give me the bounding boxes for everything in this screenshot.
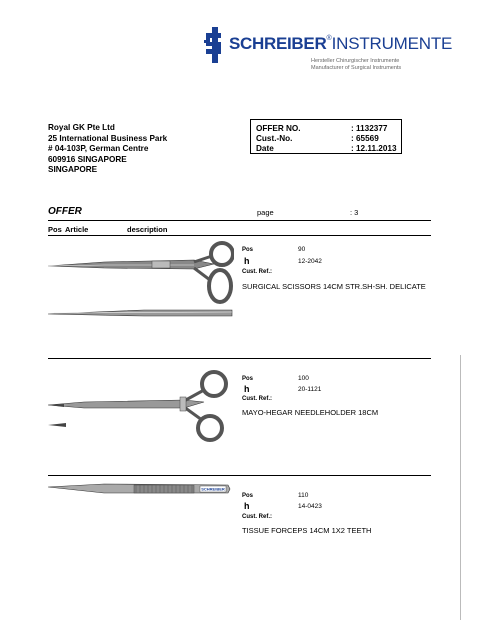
offer-info-box bbox=[250, 119, 402, 154]
column-header-pos: Pos bbox=[48, 225, 62, 234]
pos-number: 110 bbox=[298, 492, 309, 499]
article-number: 20-1121 bbox=[298, 386, 322, 393]
pos-number: 90 bbox=[298, 246, 306, 253]
offer-number-value: : 1132377 bbox=[351, 124, 388, 133]
scissors-image bbox=[44, 238, 234, 328]
item-description: SURGICAL SCISSORS 14CM STR.SH-SH. DELICATE bbox=[242, 282, 426, 291]
divider bbox=[48, 235, 431, 236]
pos-label: Pos bbox=[242, 493, 254, 499]
page-number: : 3 bbox=[350, 208, 359, 217]
registered-mark: ® bbox=[326, 35, 332, 42]
pos-label: Pos bbox=[242, 376, 254, 382]
schreiber-logo-mark-icon bbox=[204, 27, 226, 63]
h-article-icon: h bbox=[244, 384, 250, 394]
customer-number-value: : 65569 bbox=[351, 134, 379, 143]
divider bbox=[48, 358, 431, 359]
cust-ref-label: Cust. Ref.: bbox=[242, 396, 272, 402]
pos-label: Pos bbox=[242, 247, 254, 253]
h-article-icon: h bbox=[244, 256, 250, 266]
address-line: # 04-103P, German Centre bbox=[48, 144, 149, 154]
brand-suffix: INSTRUMENTE bbox=[331, 34, 453, 53]
address-line: SINGAPORE bbox=[48, 165, 98, 175]
cust-ref-label: Cust. Ref.: bbox=[242, 514, 272, 520]
recipient-address bbox=[48, 123, 167, 176]
tagline-english: Manufacturer of Surgical Instruments bbox=[311, 65, 402, 71]
document-title: OFFER bbox=[48, 206, 82, 217]
address-line: 609916 SINGAPORE bbox=[48, 154, 127, 164]
offer-number-label: OFFER NO. bbox=[256, 124, 301, 133]
date-value: : 12.11.2013 bbox=[351, 144, 397, 153]
date-label: Date bbox=[256, 144, 274, 153]
article-number: 14-0423 bbox=[298, 503, 322, 510]
divider bbox=[48, 220, 431, 221]
pos-number: 100 bbox=[298, 375, 309, 382]
item-description: MAYO-HEGAR NEEDLEHOLDER 18CM bbox=[242, 408, 379, 417]
item-description: TISSUE FORCEPS 14CM 1X2 TEETH bbox=[242, 526, 372, 535]
needleholder-image bbox=[44, 362, 234, 447]
address-line: 25 International Business Park bbox=[48, 133, 168, 143]
h-article-icon: h bbox=[244, 501, 250, 511]
column-header-article: Article bbox=[65, 225, 89, 234]
address-line: Royal GK Pte Ltd bbox=[48, 123, 115, 132]
divider bbox=[48, 475, 431, 476]
brand-wordmark bbox=[229, 35, 452, 53]
page-label: page bbox=[257, 208, 274, 217]
page-edge-line bbox=[460, 355, 461, 620]
article-number: 12-2042 bbox=[298, 258, 322, 265]
forceps-engraving: SCHREIBER bbox=[201, 486, 225, 492]
tagline-german: Hersteller Chirurgischer Instrumente bbox=[311, 58, 400, 64]
cust-ref-label: Cust. Ref.: bbox=[242, 269, 272, 275]
customer-number-label: Cust.-No. bbox=[256, 134, 293, 143]
column-header-description: description bbox=[127, 225, 168, 234]
brand-name: SCHREIBER bbox=[229, 34, 327, 53]
forceps-image bbox=[44, 479, 234, 499]
